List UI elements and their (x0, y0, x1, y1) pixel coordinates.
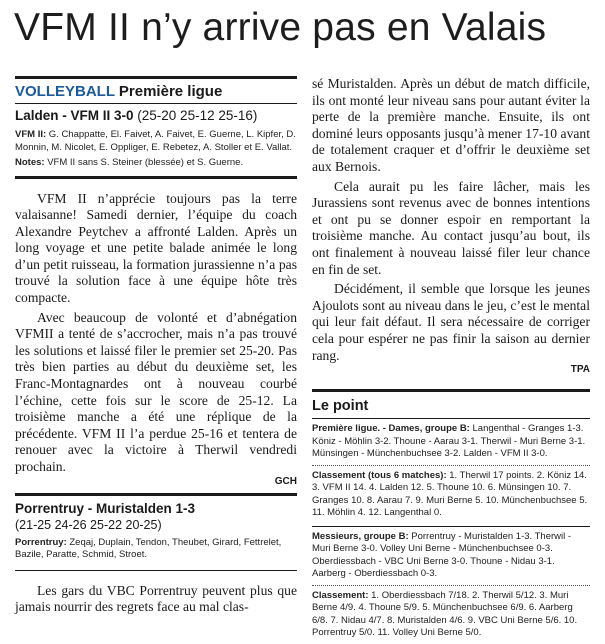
notes-text: VFM II sans S. Steiner (blessée) et S. Guerne. (47, 157, 244, 168)
paragraph: Les gars du VBC Porrentruy peuvent plus que jamais nourrir des regrets face au mal clas- (15, 582, 297, 615)
section-title (15, 79, 297, 103)
results-text: Langenthal - Granges 1-3. Köniz - Möhlin 3-2. Thoune - Aarau 3-1. Therwil - Muri Berne 3-1. Münsingen - Münchenbuchsee 3-2. Lalden - VFM II 3-0. (312, 423, 586, 460)
divider (15, 103, 297, 104)
roster-label: VFM II: (15, 129, 47, 140)
standings-label: Classement (tous 6 matches): (312, 469, 447, 481)
author-signature: TPA (570, 364, 590, 376)
match-header (15, 107, 297, 125)
left-column (15, 76, 297, 616)
article-porrentruy-cont (312, 76, 590, 364)
men-results (312, 527, 590, 585)
roster-text: G. Chappatte, El. Faivet, A. Faivet, E. Guerne, L. Kipfer, D. Monnin, M. Nicolet, E. Oppliger, E. Rebetez, A. Stoller et E. Vallat. (15, 129, 296, 153)
results-label: Messieurs, groupe B: (312, 530, 409, 542)
men-standings (312, 585, 590, 644)
author-signature: GCH (274, 475, 297, 487)
notes-label: Notes: (15, 157, 45, 168)
article-vfm (15, 191, 297, 476)
headline: VFM II n’y arrive pas en Valais (14, 6, 547, 49)
sport-label: VOLLEYBALL (15, 83, 115, 100)
match-roster (15, 537, 297, 562)
divider (15, 493, 297, 496)
article-porrentruy-start (15, 583, 297, 616)
match-title: Porrentruy - Muristalden 1-3 (15, 500, 196, 516)
match-roster (15, 129, 297, 154)
results-text: Porrentruy - Muristalden 1-3. Therwil - Muri Berne 3-0. Volley Uni Berne - Münchenbuchsee 0-3. Oberdiessbach - VBC Uni Berne 3-0. Thoune - Nidau 3-1. Aarberg - Oberdiessbach 0-3. (312, 530, 572, 580)
results-label: Première ligue. - Dames, groupe B: (312, 423, 470, 435)
standings-label: Classement: (312, 589, 369, 601)
paragraph: Avec beaucoup de volonté et d’abnégation VFMII a tenté de s’accrocher, mais n’a pas trouvé les solutions et laissé filer le premier set 25-20. Pas très bien parties au début du deuxième set, les Franc-Montagnardes ont à nouveau courbé l’échine, cette fois sur le score de 25-12. La troisième manche a été une réplique de la précédente. VFM II l’a perdue 25-16 et tentera de renouer avec la victoire à Therwil vendredi prochain. (15, 309, 297, 474)
paragraph: Cela aurait pu les faire lâcher, mais les Jurassiens sont revenus avec de bonnes intentions et ont pu se donner espoir en remportant la troisième manche. Au contact jusqu’au bout, ils ont finalement à nouveau laissé filer leur chance en fin de set. (312, 178, 590, 277)
league-label: Première ligue (118, 83, 223, 100)
roster-text: Zeqaj, Duplain, Tendon, Theubet, Girard, Fettrelet, Bazile, Paratte, Schmid, Stroet. (15, 536, 282, 561)
divider (15, 176, 297, 179)
women-results (312, 419, 590, 465)
women-standings (312, 465, 590, 524)
le-point-title: Le point (312, 398, 369, 415)
right-column (312, 76, 590, 644)
match-notes (15, 157, 297, 170)
match-sets: (25-20 25-12 25-16) (137, 108, 258, 123)
paragraph: sé Muristalden. Après un début de match difficile, ils ont monté leur niveau sans pour autant éviter la perte de la première manche. Ensuite, ils ont dominé leurs opposants jusqu’à mener 17-10 avant de totalement craquer et d’offrir le deuxième set aux Bernois. (312, 76, 590, 174)
paragraph: Décidément, il semble que lorsque les jeunes Ajoulots sont au niveau dans le jeu, c’est le mental qui leur fait défaut. Il sera nécessaire de corriger cela pour espérer ne pas finir la saison au dernier rang. (312, 281, 590, 363)
divider (15, 570, 297, 571)
match-sets: (21-25 24-26 25-22 20-25) (15, 517, 162, 532)
paragraph: VFM II n’apprécie toujours pas la terre valaisanne! Samedi dernier, l’équipe du coach Alexandre Peytchev a affronté Lalden. Après un long voyage et une petite balade animée le long d’un petit ruisseau, la formation jurassienne n’a pas trouvé la solution face à une équipe hôte très compacte. (15, 190, 297, 306)
match-title: Lalden - VFM II 3-0 (15, 108, 134, 123)
standings-text: 1. Oberdiessbach 7/18. 2. Therwil 5/12. 3. Muri Berne 4/9. 4. Thoune 5/9. 5. Münchenbuchsee 6/9. 6. Aarberg 6/8. 7. Nidau 4/7. 8. Muristalden 4/6. 9. VBC Uni Berne 5/6. 10. Porrentruy 5/0. 11. Volley Uni Berne 5/0. (312, 589, 578, 639)
match-header (15, 500, 297, 518)
standings-text: 1. Therwil 17 points. 2. Köniz 14. 3. VFM II 14. 4. Lalden 12. 5. Thoune 10. 6. Münsingen 10. 7. Granges 10. 8. Aarau 7. 9. Muri Berne 5. 10. Münchenbuchsee 5. 11. Möhlin 4. 12. Langenthal 0. (312, 469, 588, 519)
roster-label: Porrentruy: (15, 536, 67, 548)
